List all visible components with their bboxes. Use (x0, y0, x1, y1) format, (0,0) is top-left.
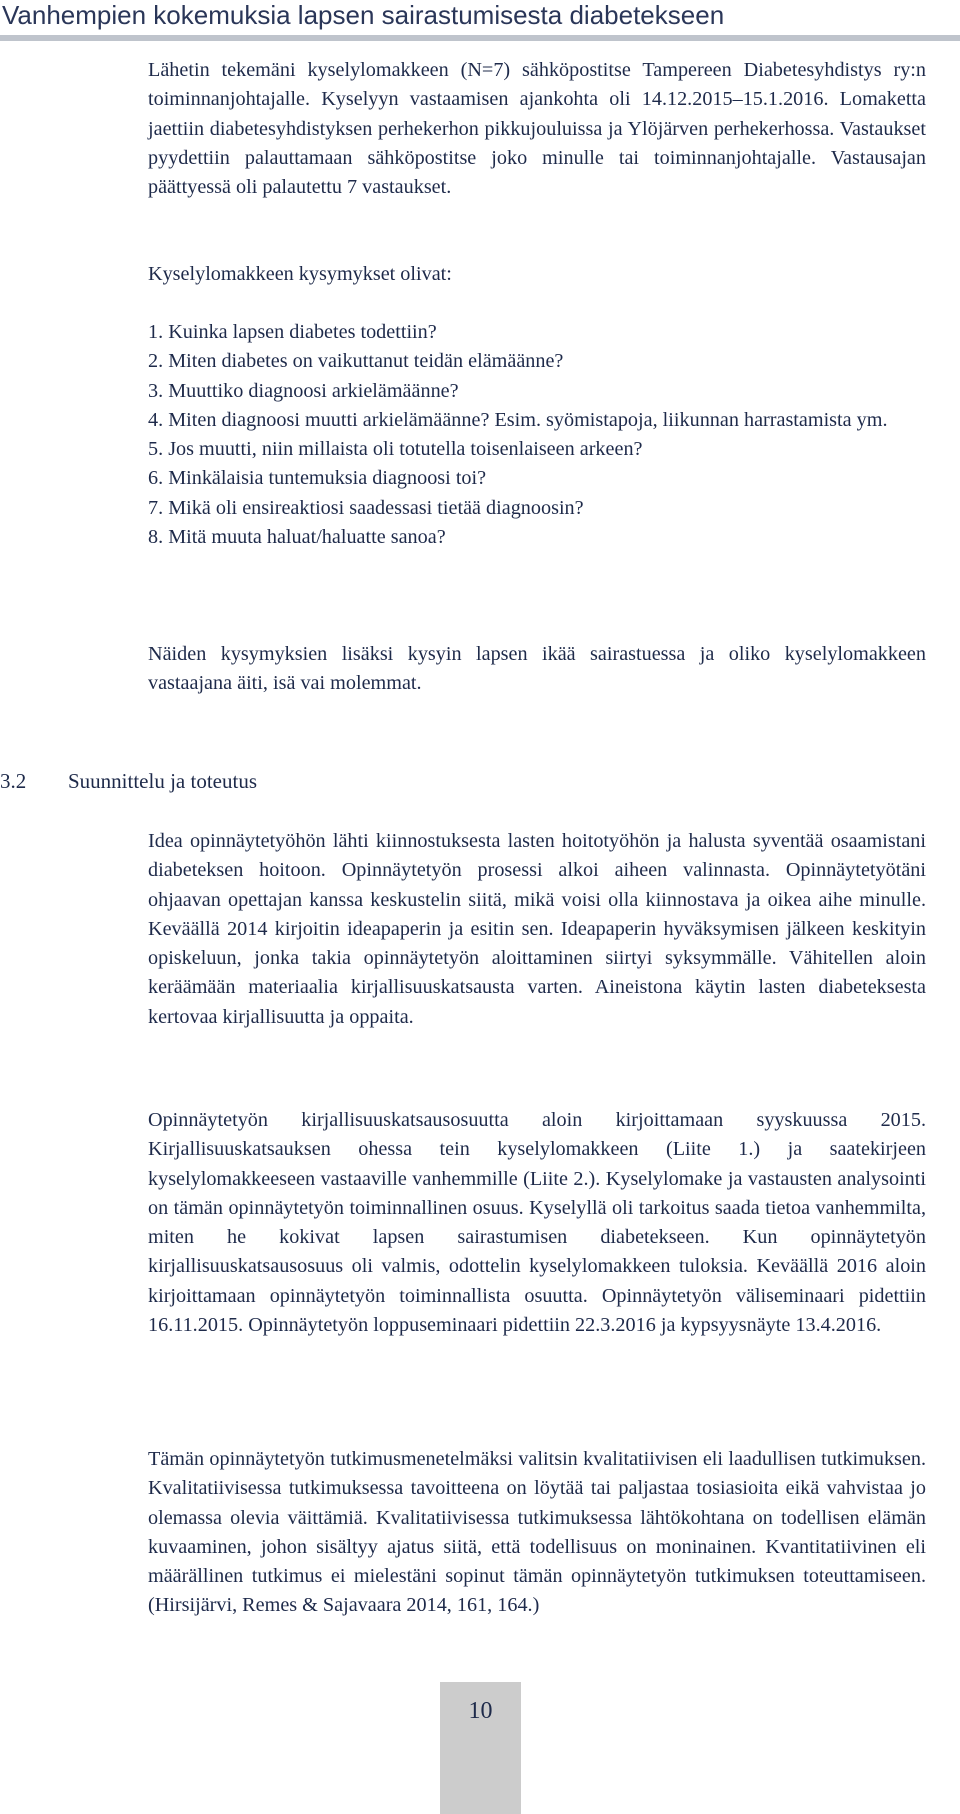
intro-paragraph: Lähetin tekemäni kyselylomakkeen (N=7) sähköpostitse Tampereen Diabetesyhdistys ry:n toiminnanjohtajalle. Kyselyyn vastaamisen ajankohta oli 14.12.2015–15.1.2016. Lomaketta jaettiin diabetesyhdistyksen perhekerhon pikkujouluissa ja Ylöjärven perhekerhossa. Vastaukset pyydettiin palauttamaan sähköpostitse joko minulle tai toiminnanjohtajalle. Vastausajan päättyessä oli palautettu 7 vastaukset. (148, 59, 926, 199)
list-item: 1. Kuinka lapsen diabetes todettiin? (148, 321, 437, 343)
running-header (0, 0, 960, 44)
list-item: 7. Mikä oli ensireaktiosi saadessasi tietää diagnoosin? (148, 496, 584, 519)
question-list (148, 318, 926, 552)
questions-intro: Kyselylomakkeen kysymykset olivat: (148, 263, 452, 285)
questions-outro: Näiden kysymyksien lisäksi kysyin lapsen ikää sairastuessa ja oliko kyselylomakkeen vastaajana äiti, isä vai molemmat. (148, 643, 926, 695)
list-item: 6. Minkälaisia tuntemuksia diagnoosi toi? (148, 467, 487, 490)
list-item: 4. Miten diagnoosi muutti arkielämäänne? Esim. syömistapoja, liikunnan harrastamista ym. (148, 408, 888, 431)
list-item: 5. Jos muutti, niin millaista oli totutella toisenlaiseen arkeen? (148, 438, 643, 461)
section-title: Suunnittelu ja toteutus (68, 769, 257, 793)
list-item: 3. Muuttiko diagnoosi arkielämäänne? (148, 379, 459, 402)
section-paragraph-3: Tämän opinnäytetyön tutkimusmenetelmäksi valitsin kvalitatiivisen eli laadullisen tutkimuksen. Kvalitatiivisessa tutkimuksessa tavoitteena on löytää tai paljastaa tosiasioita eikä vahvistaa jo olemassa olevia väittämiä. Kvalitatiivisessa tutkimuksessa lähtökohtana on todellisen elämän kuvaaminen, johon sisältyy ajatus siitä, että todellisuus on moninainen. Kvantitatiivinen eli määrällinen tutkimus ei mielestäni sopinut tämän opinnäytetyön tutkimuksen toteuttamiseen. (Hirsijärvi, Remes & Sajavaara 2014, 161, 164.) (148, 1448, 926, 1617)
header-rule (0, 35, 960, 41)
list-item: 2. Miten diabetes on vaikuttanut teidän elämäänne? (148, 350, 564, 373)
page-number-box (440, 1682, 521, 1814)
section-number: 3.2 (0, 769, 27, 793)
section-paragraph-1: Idea opinnäytetyöhön lähti kiinnostuksesta lasten hoitotyöhön ja halusta syventää osaamistani diabeteksen hoitoon. Opinnäytetyön prosessi alkoi aiheen valinnasta. Opinnäytetyötäni ohjaavan opettajan kanssa keskustelin siitä, mikä voisi olla kiinnostava ja oikea aihe minulle. Keväällä 2014 kirjoitin ideapaperin ja esitin sen. Ideapaperin hyväksymisen jälkeen keskityin opiskeluun, jonka takia opinnäytetyön aloittaminen siirtyi syksymmälle. Vähitellen aloin keräämään materiaalia kirjallisuuskatsausta varten. Aineistona käytin lasten diabeteksesta kertovaa kirjallisuutta ja oppaita. (148, 830, 926, 1028)
list-item: 8. Mitä muuta haluat/haluatte sanoa? (148, 526, 446, 549)
page-number: 10 (468, 1698, 493, 1724)
section-paragraph-2: Opinnäytetyön kirjallisuuskatsausosuutta aloin kirjoittamaan syyskuussa 2015. Kirjallisuuskatsauksen ohessa tein kyselylomakkeen (Liite 1.) ja saatekirjeen kyselylomakkeeseen vastaaville vanhemmille (Liite 2.). Kyselylomake ja vastausten analysointi on tämän opinnäytetyön toiminnallinen osuus. Kyselyllä oli tarkoitus saada tietoa vanhemmilta, miten he kokivat lapsen sairastumisen diabetekseen. Kun opinnäytetyön kirjallisuuskatsausosuus oli valmis, odottelin kyselylomakkeen tuloksia. Keväällä 2016 aloin kirjoittamaan opinnäytetyön toiminnallista osuutta. Opinnäytetyön väliseminaari pidettiin 16.11.2015. Opinnäytetyön loppuseminaari pidettiin 22.3.2016 ja kypsyysnäyte 13.4.2016. (148, 1109, 926, 1337)
document-title: Vanhempien kokemuksia lapsen sairastumisesta diabetekseen (2, 0, 725, 30)
